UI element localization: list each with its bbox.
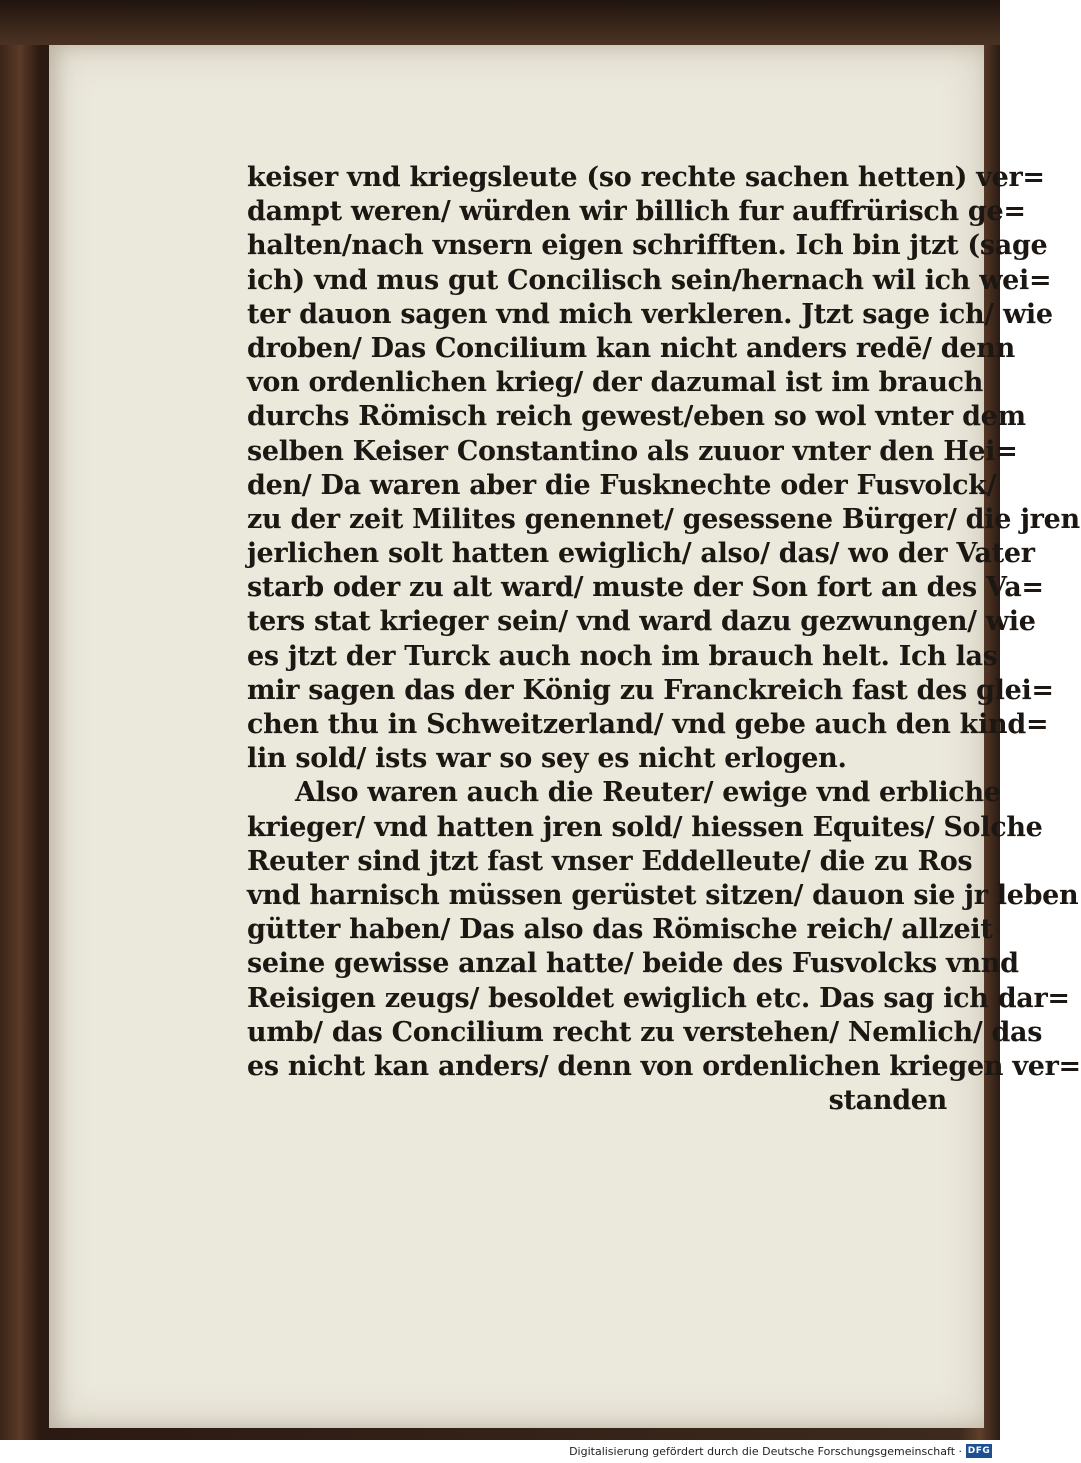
text-line: seine gewisse anzal hatte/ beide des Fusvolcks vnnd: [247, 948, 1019, 980]
text-line: jerlichen solt hatten ewiglich/ also/ das/ wo der Vater: [247, 538, 1035, 570]
text-line: ter dauon sagen vnd mich verkleren. Jtzt sage ich/ wie: [247, 298, 1053, 330]
text-line: es nicht kan anders/ denn von ordenlichen kriegen ver=: [247, 1050, 1081, 1082]
text-line: von ordenlichen krieg/ der dazumal ist im brauch: [247, 367, 984, 399]
text-line: gütter haben/ Das also das Römische reich/ allzeit: [247, 914, 993, 946]
text-line: starb oder zu alt ward/ muste der Son fort an des Va=: [247, 572, 1044, 604]
text-line: Reisigen zeugs/ besoldet ewiglich etc. Das sag ich dar=: [247, 982, 1070, 1014]
text-line: krieger/ vnd hatten jren sold/ hiessen Equites/ Solche: [247, 811, 1043, 843]
text-line: ich) vnd mus gut Concilisch sein/hernach wil ich wei=: [247, 264, 1052, 296]
text-line: dampt weren/ würden wir billich fur auffrürisch ge=: [247, 196, 1026, 228]
text-line: Reuter sind jtzt fast vnser Eddelleute/ die zu Ros: [247, 845, 973, 877]
text-line: halten/nach vnsern eigen schrifften. Ich bin jtzt (sage: [247, 230, 1048, 262]
text-line: ters stat krieger sein/ vnd ward dazu gezwungen/ wie: [247, 606, 1036, 638]
text-line: es jtzt der Turck auch noch im brauch helt. Ich las: [247, 640, 998, 672]
text-block: [247, 161, 1081, 1118]
footer-bar: [0, 1440, 1000, 1463]
text-line: mir sagen das der König zu Franckreich fast des glei=: [247, 674, 1054, 706]
catchword: standen: [828, 1085, 947, 1117]
dfg-logo-icon: DFG: [967, 1446, 991, 1456]
text-line: durchs Römisch reich gewest/eben so wol vnter dem: [247, 401, 1026, 433]
text-line: vnd harnisch müssen gerüstet sitzen/ dauon sie jr leben: [247, 879, 1079, 911]
book-page: [49, 45, 1081, 1428]
paragraph-start-line: Also waren auch die Reuter/ ewige vnd erbliche: [295, 777, 1001, 809]
text-line: keiser vnd kriegsleute (so rechte sachen hetten) ver=: [247, 162, 1045, 193]
text-line: den/ Da waren aber die Fusknechte oder Fusvolck/: [247, 469, 997, 501]
text-line: zu der zeit Milites genennet/ gesessene Bürger/ die jren: [247, 503, 1080, 535]
text-line: umb/ das Concilium recht zu verstehen/ Nemlich/ das: [247, 1016, 1043, 1048]
text-line: droben/ Das Concilium kan nicht anders redē/ denn: [247, 332, 1015, 364]
text-line: chen thu in Schweitzerland/ vnd gebe auch den kind=: [247, 709, 1049, 740]
text-line: selben Keiser Constantino als zuuor vnter den Hei=: [247, 435, 1018, 467]
paragraph-end-line: lin sold/ ists war so sey es nicht erlogen.: [247, 743, 847, 775]
funding-notice: Digitalisierung gefördert durch die Deutsche Forschungsgemeinschaft ·: [569, 1445, 962, 1458]
